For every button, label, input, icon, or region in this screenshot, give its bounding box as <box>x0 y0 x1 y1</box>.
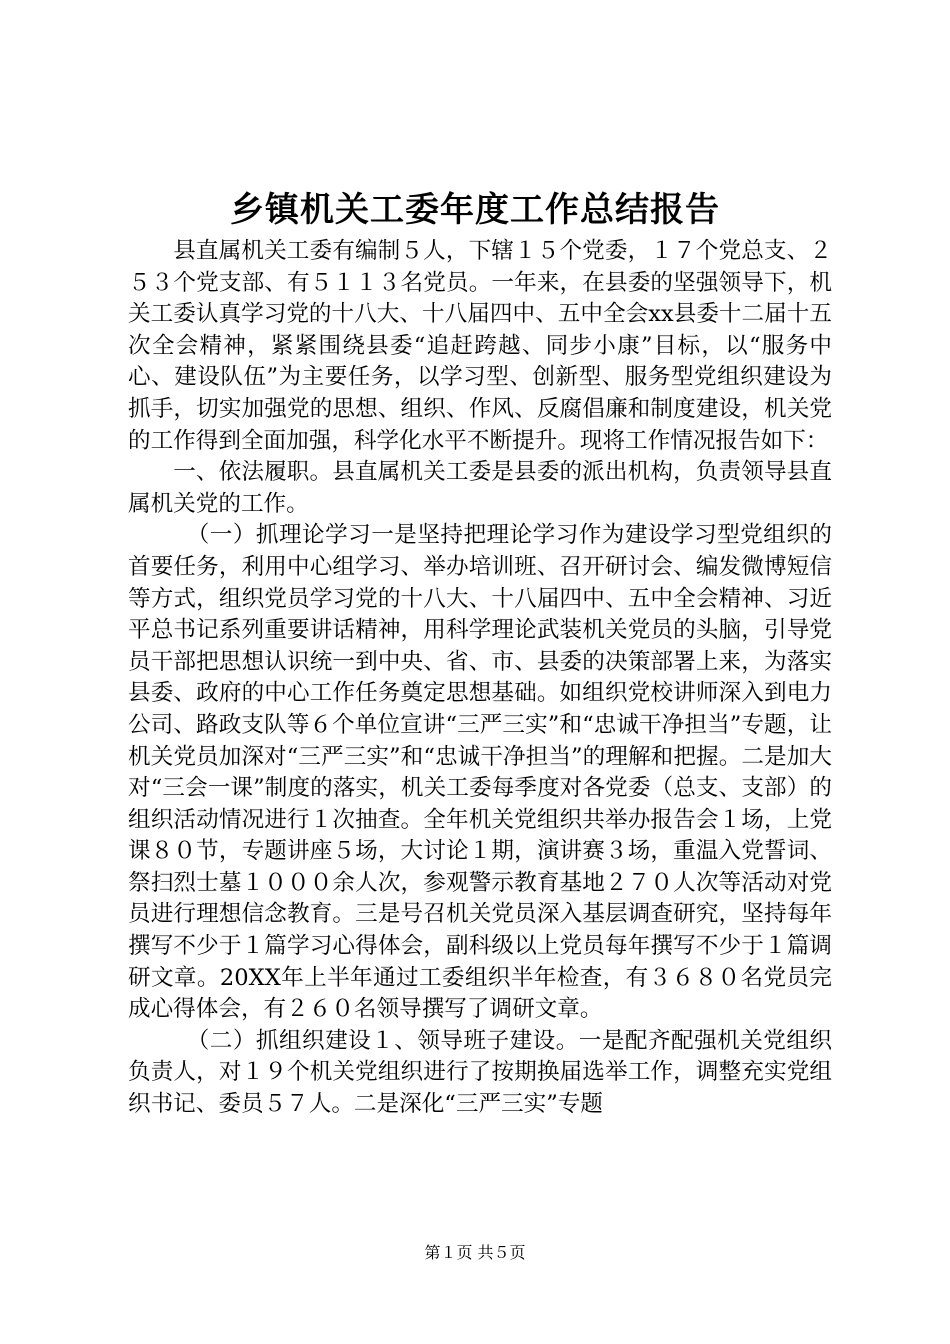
document-title: 乡镇机关工委年度工作总结报告 <box>230 190 720 230</box>
document-body <box>128 236 832 1121</box>
page-footer: 第１页 共５页 <box>424 1243 526 1262</box>
paragraph-intro: 县直属机关工委有编制５人，下辖１５个党委，１７个党总支、２５３个党支部、有５１１３名党员。一年来，在县委的坚强领导下，机关工委认真学习党的十八大、十八届四中、五中全会xx县委十二届十五次全会精神，紧紧围绕县委“追赶跨越、同步小康”目标，以“服务中心、建设队伍”为主要任务，以学习型、创新型、服务型党组织建设为抓手，切实加强党的思想、组织、作风、反腐倡廉和制度建设，机关党的工作得到全面加强，科学化水平不断提升。现将工作情况报告如下： <box>128 238 832 454</box>
paragraph-section-one: 一、依法履职。县直属机关工委是县委的派出机构，负责领导县直属机关党的工作。 <box>128 459 832 517</box>
paragraph-theory-study: （一）抓理论学习一是坚持把理论学习作为建设学习型党组织的首要任务，利用中心组学习、举办培训班、召开研讨会、编发微博短信等方式，组织党员学习党的十八大、十八届四中、五中全会精神、习近平总书记系列重要讲话精神，用科学理论武装机关党员的头脑，引导党员干部把思想认识统一到中央、省、市、县委的决策部署上来，为落实县委、政府的中心工作任务奠定思想基础。如组织党校讲师深入到电力公司、路政支队等６个单位宣讲“三严三实”和“忠诚干净担当”专题，让机关党员加深对“三严三实”和“忠诚干净担当”的理解和把握。二是加大对“三会一课”制度的落实，机关工委每季度对各党委（总支、支部）的组织活动情况进行１次抽查。全年机关党组织共举办报告会１场，上党课８０节，专题讲座５场，大讨论１期，演讲赛３场，重温入党誓词、祭扫烈士墓１０００余人次，参观警示教育基地２７０人次等活动对党员进行理想信念教育。三是号召机关党员深入基层调查研究，坚持每年撰写不少于１篇学习心得体会，副科级以上党员每年撰写不少于１篇调研文章。20XX年上半年通过工委组织半年检查，有３６８０名党员完成心得体会，有２６０名领导撰写了调研文章。 <box>128 522 832 1023</box>
paragraph-organization-building: （二）抓组织建设１、领导班子建设。一是配齐配强机关党组织负责人，对１９个机关党组织进行了按期换届选举工作，调整充实党组织书记、委员５７人。二是深化“三严三实”专题 <box>128 1027 832 1118</box>
